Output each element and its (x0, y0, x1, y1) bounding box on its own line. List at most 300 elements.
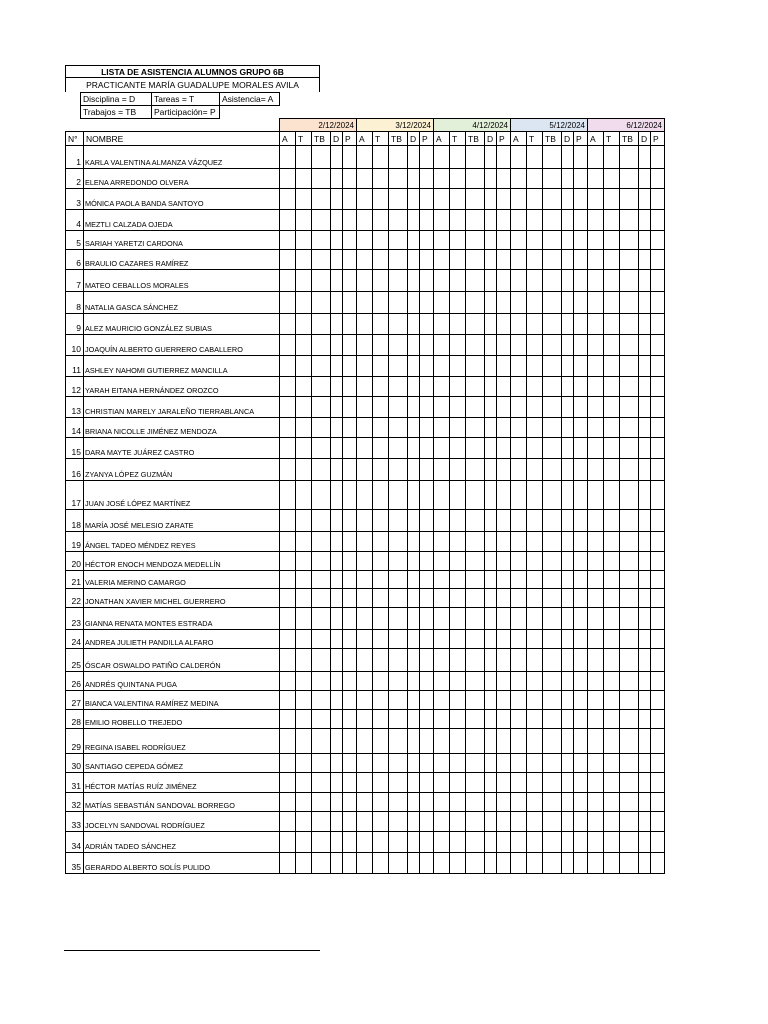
attendance-cell[interactable] (588, 418, 604, 438)
attendance-cell[interactable] (485, 608, 497, 630)
attendance-cell[interactable] (639, 630, 651, 649)
attendance-cell[interactable] (604, 812, 620, 832)
attendance-cell[interactable] (343, 608, 357, 630)
attendance-cell[interactable] (511, 292, 527, 314)
attendance-cell[interactable] (604, 231, 620, 250)
attendance-cell[interactable] (296, 169, 312, 189)
attendance-cell[interactable] (604, 710, 620, 729)
attendance-cell[interactable] (343, 459, 357, 481)
attendance-cell[interactable] (296, 481, 312, 510)
attendance-cell[interactable] (588, 356, 604, 377)
attendance-cell[interactable] (511, 438, 527, 459)
attendance-cell[interactable] (450, 532, 466, 552)
attendance-cell[interactable] (312, 691, 331, 710)
attendance-cell[interactable] (543, 812, 562, 832)
attendance-cell[interactable] (527, 649, 543, 672)
attendance-cell[interactable] (434, 691, 450, 710)
attendance-cell[interactable] (280, 552, 296, 571)
attendance-cell[interactable] (604, 793, 620, 812)
attendance-cell[interactable] (331, 812, 343, 832)
attendance-cell[interactable] (527, 481, 543, 510)
attendance-cell[interactable] (651, 589, 665, 608)
attendance-cell[interactable] (651, 189, 665, 210)
attendance-cell[interactable] (485, 589, 497, 608)
attendance-cell[interactable] (357, 649, 373, 672)
attendance-cell[interactable] (434, 231, 450, 250)
attendance-cell[interactable] (331, 552, 343, 571)
attendance-cell[interactable] (588, 210, 604, 231)
attendance-cell[interactable] (620, 459, 639, 481)
attendance-cell[interactable] (420, 773, 434, 793)
attendance-cell[interactable] (408, 481, 420, 510)
attendance-cell[interactable] (604, 356, 620, 377)
attendance-cell[interactable] (604, 189, 620, 210)
attendance-cell[interactable] (389, 356, 408, 377)
attendance-cell[interactable] (497, 754, 511, 773)
attendance-cell[interactable] (331, 146, 343, 169)
attendance-cell[interactable] (485, 210, 497, 231)
attendance-cell[interactable] (280, 231, 296, 250)
attendance-cell[interactable] (408, 832, 420, 853)
attendance-cell[interactable] (485, 691, 497, 710)
attendance-cell[interactable] (296, 510, 312, 532)
attendance-cell[interactable] (511, 691, 527, 710)
attendance-cell[interactable] (373, 649, 389, 672)
attendance-cell[interactable] (389, 189, 408, 210)
attendance-cell[interactable] (450, 832, 466, 853)
attendance-cell[interactable] (588, 832, 604, 853)
attendance-cell[interactable] (497, 397, 511, 418)
attendance-cell[interactable] (450, 481, 466, 510)
attendance-cell[interactable] (343, 335, 357, 356)
attendance-cell[interactable] (357, 589, 373, 608)
attendance-cell[interactable] (450, 146, 466, 169)
attendance-cell[interactable] (497, 418, 511, 438)
attendance-cell[interactable] (511, 793, 527, 812)
attendance-cell[interactable] (574, 459, 588, 481)
attendance-cell[interactable] (420, 754, 434, 773)
attendance-cell[interactable] (527, 438, 543, 459)
attendance-cell[interactable] (420, 481, 434, 510)
attendance-cell[interactable] (389, 754, 408, 773)
attendance-cell[interactable] (389, 630, 408, 649)
attendance-cell[interactable] (434, 438, 450, 459)
attendance-cell[interactable] (373, 356, 389, 377)
attendance-cell[interactable] (588, 812, 604, 832)
attendance-cell[interactable] (543, 630, 562, 649)
attendance-cell[interactable] (466, 270, 485, 292)
attendance-cell[interactable] (562, 552, 574, 571)
attendance-cell[interactable] (639, 250, 651, 270)
attendance-cell[interactable] (574, 608, 588, 630)
attendance-cell[interactable] (312, 210, 331, 231)
attendance-cell[interactable] (604, 210, 620, 231)
attendance-cell[interactable] (466, 210, 485, 231)
attendance-cell[interactable] (450, 853, 466, 874)
attendance-cell[interactable] (574, 210, 588, 231)
attendance-cell[interactable] (639, 481, 651, 510)
attendance-cell[interactable] (296, 438, 312, 459)
attendance-cell[interactable] (408, 793, 420, 812)
attendance-cell[interactable] (639, 510, 651, 532)
attendance-cell[interactable] (280, 377, 296, 397)
attendance-cell[interactable] (420, 270, 434, 292)
attendance-cell[interactable] (450, 459, 466, 481)
attendance-cell[interactable] (312, 812, 331, 832)
attendance-cell[interactable] (639, 793, 651, 812)
attendance-cell[interactable] (450, 292, 466, 314)
attendance-cell[interactable] (651, 250, 665, 270)
attendance-cell[interactable] (357, 418, 373, 438)
attendance-cell[interactable] (574, 812, 588, 832)
attendance-cell[interactable] (357, 292, 373, 314)
attendance-cell[interactable] (527, 292, 543, 314)
attendance-cell[interactable] (450, 608, 466, 630)
attendance-cell[interactable] (543, 270, 562, 292)
attendance-cell[interactable] (527, 169, 543, 189)
attendance-cell[interactable] (511, 250, 527, 270)
attendance-cell[interactable] (485, 649, 497, 672)
attendance-cell[interactable] (331, 270, 343, 292)
attendance-cell[interactable] (543, 146, 562, 169)
attendance-cell[interactable] (497, 589, 511, 608)
attendance-cell[interactable] (527, 832, 543, 853)
attendance-cell[interactable] (296, 459, 312, 481)
attendance-cell[interactable] (389, 589, 408, 608)
attendance-cell[interactable] (574, 672, 588, 691)
attendance-cell[interactable] (408, 571, 420, 589)
attendance-cell[interactable] (296, 189, 312, 210)
attendance-cell[interactable] (466, 832, 485, 853)
attendance-cell[interactable] (357, 250, 373, 270)
attendance-cell[interactable] (420, 532, 434, 552)
attendance-cell[interactable] (373, 397, 389, 418)
attendance-cell[interactable] (420, 356, 434, 377)
attendance-cell[interactable] (420, 189, 434, 210)
attendance-cell[interactable] (620, 231, 639, 250)
attendance-cell[interactable] (343, 270, 357, 292)
attendance-cell[interactable] (497, 189, 511, 210)
attendance-cell[interactable] (620, 691, 639, 710)
attendance-cell[interactable] (331, 571, 343, 589)
attendance-cell[interactable] (604, 649, 620, 672)
attendance-cell[interactable] (389, 481, 408, 510)
attendance-cell[interactable] (639, 146, 651, 169)
attendance-cell[interactable] (408, 356, 420, 377)
attendance-cell[interactable] (389, 250, 408, 270)
attendance-cell[interactable] (604, 270, 620, 292)
attendance-cell[interactable] (651, 649, 665, 672)
attendance-cell[interactable] (434, 169, 450, 189)
attendance-cell[interactable] (466, 356, 485, 377)
attendance-cell[interactable] (588, 481, 604, 510)
attendance-cell[interactable] (620, 729, 639, 754)
attendance-cell[interactable] (497, 459, 511, 481)
attendance-cell[interactable] (296, 793, 312, 812)
attendance-cell[interactable] (604, 250, 620, 270)
attendance-cell[interactable] (588, 250, 604, 270)
attendance-cell[interactable] (312, 710, 331, 729)
attendance-cell[interactable] (450, 691, 466, 710)
attendance-cell[interactable] (511, 532, 527, 552)
attendance-cell[interactable] (420, 397, 434, 418)
attendance-cell[interactable] (357, 397, 373, 418)
attendance-cell[interactable] (434, 356, 450, 377)
attendance-cell[interactable] (434, 270, 450, 292)
attendance-cell[interactable] (620, 672, 639, 691)
attendance-cell[interactable] (543, 335, 562, 356)
attendance-cell[interactable] (588, 691, 604, 710)
attendance-cell[interactable] (331, 608, 343, 630)
attendance-cell[interactable] (574, 270, 588, 292)
attendance-cell[interactable] (620, 377, 639, 397)
attendance-cell[interactable] (511, 356, 527, 377)
attendance-cell[interactable] (373, 314, 389, 335)
attendance-cell[interactable] (331, 438, 343, 459)
attendance-cell[interactable] (357, 231, 373, 250)
attendance-cell[interactable] (312, 773, 331, 793)
attendance-cell[interactable] (562, 773, 574, 793)
attendance-cell[interactable] (588, 672, 604, 691)
attendance-cell[interactable] (343, 630, 357, 649)
attendance-cell[interactable] (450, 356, 466, 377)
attendance-cell[interactable] (296, 552, 312, 571)
attendance-cell[interactable] (562, 510, 574, 532)
attendance-cell[interactable] (357, 630, 373, 649)
attendance-cell[interactable] (497, 812, 511, 832)
attendance-cell[interactable] (574, 481, 588, 510)
attendance-cell[interactable] (466, 459, 485, 481)
attendance-cell[interactable] (343, 250, 357, 270)
attendance-cell[interactable] (639, 552, 651, 571)
attendance-cell[interactable] (466, 250, 485, 270)
attendance-cell[interactable] (389, 418, 408, 438)
attendance-cell[interactable] (280, 691, 296, 710)
attendance-cell[interactable] (343, 510, 357, 532)
attendance-cell[interactable] (296, 146, 312, 169)
attendance-cell[interactable] (343, 146, 357, 169)
attendance-cell[interactable] (434, 608, 450, 630)
attendance-cell[interactable] (562, 793, 574, 812)
attendance-cell[interactable] (562, 231, 574, 250)
attendance-cell[interactable] (485, 510, 497, 532)
attendance-cell[interactable] (543, 649, 562, 672)
attendance-cell[interactable] (651, 754, 665, 773)
attendance-cell[interactable] (389, 231, 408, 250)
attendance-cell[interactable] (588, 397, 604, 418)
attendance-cell[interactable] (639, 589, 651, 608)
attendance-cell[interactable] (497, 832, 511, 853)
attendance-cell[interactable] (562, 270, 574, 292)
attendance-cell[interactable] (562, 169, 574, 189)
attendance-cell[interactable] (434, 250, 450, 270)
attendance-cell[interactable] (511, 571, 527, 589)
attendance-cell[interactable] (450, 672, 466, 691)
attendance-cell[interactable] (562, 314, 574, 335)
attendance-cell[interactable] (389, 146, 408, 169)
attendance-cell[interactable] (450, 571, 466, 589)
attendance-cell[interactable] (434, 210, 450, 231)
attendance-cell[interactable] (511, 510, 527, 532)
attendance-cell[interactable] (497, 691, 511, 710)
attendance-cell[interactable] (434, 314, 450, 335)
attendance-cell[interactable] (604, 169, 620, 189)
attendance-cell[interactable] (485, 481, 497, 510)
attendance-cell[interactable] (620, 418, 639, 438)
attendance-cell[interactable] (343, 532, 357, 552)
attendance-cell[interactable] (450, 710, 466, 729)
attendance-cell[interactable] (574, 377, 588, 397)
attendance-cell[interactable] (296, 832, 312, 853)
attendance-cell[interactable] (497, 729, 511, 754)
attendance-cell[interactable] (296, 356, 312, 377)
attendance-cell[interactable] (639, 710, 651, 729)
attendance-cell[interactable] (280, 832, 296, 853)
attendance-cell[interactable] (588, 773, 604, 793)
attendance-cell[interactable] (574, 710, 588, 729)
attendance-cell[interactable] (343, 729, 357, 754)
attendance-cell[interactable] (331, 356, 343, 377)
attendance-cell[interactable] (651, 812, 665, 832)
attendance-cell[interactable] (511, 630, 527, 649)
attendance-cell[interactable] (357, 571, 373, 589)
attendance-cell[interactable] (296, 691, 312, 710)
attendance-cell[interactable] (543, 356, 562, 377)
attendance-cell[interactable] (497, 481, 511, 510)
attendance-cell[interactable] (434, 832, 450, 853)
attendance-cell[interactable] (511, 314, 527, 335)
attendance-cell[interactable] (485, 793, 497, 812)
attendance-cell[interactable] (574, 438, 588, 459)
attendance-cell[interactable] (296, 377, 312, 397)
attendance-cell[interactable] (357, 481, 373, 510)
attendance-cell[interactable] (357, 754, 373, 773)
attendance-cell[interactable] (497, 649, 511, 672)
attendance-cell[interactable] (373, 418, 389, 438)
attendance-cell[interactable] (280, 459, 296, 481)
attendance-cell[interactable] (312, 397, 331, 418)
attendance-cell[interactable] (543, 438, 562, 459)
attendance-cell[interactable] (343, 812, 357, 832)
attendance-cell[interactable] (543, 832, 562, 853)
attendance-cell[interactable] (485, 552, 497, 571)
attendance-cell[interactable] (373, 510, 389, 532)
attendance-cell[interactable] (466, 793, 485, 812)
attendance-cell[interactable] (408, 532, 420, 552)
attendance-cell[interactable] (511, 335, 527, 356)
attendance-cell[interactable] (620, 356, 639, 377)
attendance-cell[interactable] (296, 812, 312, 832)
attendance-cell[interactable] (389, 832, 408, 853)
attendance-cell[interactable] (312, 377, 331, 397)
attendance-cell[interactable] (357, 377, 373, 397)
attendance-cell[interactable] (434, 672, 450, 691)
attendance-cell[interactable] (527, 210, 543, 231)
attendance-cell[interactable] (434, 630, 450, 649)
attendance-cell[interactable] (450, 270, 466, 292)
attendance-cell[interactable] (312, 169, 331, 189)
attendance-cell[interactable] (408, 710, 420, 729)
attendance-cell[interactable] (389, 773, 408, 793)
attendance-cell[interactable] (434, 649, 450, 672)
attendance-cell[interactable] (373, 571, 389, 589)
attendance-cell[interactable] (408, 335, 420, 356)
attendance-cell[interactable] (466, 377, 485, 397)
attendance-cell[interactable] (343, 832, 357, 853)
attendance-cell[interactable] (373, 250, 389, 270)
attendance-cell[interactable] (511, 270, 527, 292)
attendance-cell[interactable] (466, 691, 485, 710)
attendance-cell[interactable] (588, 146, 604, 169)
attendance-cell[interactable] (651, 210, 665, 231)
attendance-cell[interactable] (331, 589, 343, 608)
attendance-cell[interactable] (343, 672, 357, 691)
attendance-cell[interactable] (343, 292, 357, 314)
attendance-cell[interactable] (485, 270, 497, 292)
attendance-cell[interactable] (511, 812, 527, 832)
attendance-cell[interactable] (639, 729, 651, 754)
attendance-cell[interactable] (511, 552, 527, 571)
attendance-cell[interactable] (373, 729, 389, 754)
attendance-cell[interactable] (651, 608, 665, 630)
attendance-cell[interactable] (588, 571, 604, 589)
attendance-cell[interactable] (497, 630, 511, 649)
attendance-cell[interactable] (466, 189, 485, 210)
attendance-cell[interactable] (562, 832, 574, 853)
attendance-cell[interactable] (357, 832, 373, 853)
attendance-cell[interactable] (527, 691, 543, 710)
attendance-cell[interactable] (485, 773, 497, 793)
attendance-cell[interactable] (466, 169, 485, 189)
attendance-cell[interactable] (574, 418, 588, 438)
attendance-cell[interactable] (485, 459, 497, 481)
attendance-cell[interactable] (574, 169, 588, 189)
attendance-cell[interactable] (562, 356, 574, 377)
attendance-cell[interactable] (389, 210, 408, 231)
attendance-cell[interactable] (296, 589, 312, 608)
attendance-cell[interactable] (331, 630, 343, 649)
attendance-cell[interactable] (280, 812, 296, 832)
attendance-cell[interactable] (497, 793, 511, 812)
attendance-cell[interactable] (588, 630, 604, 649)
attendance-cell[interactable] (389, 853, 408, 874)
attendance-cell[interactable] (527, 418, 543, 438)
attendance-cell[interactable] (604, 335, 620, 356)
attendance-cell[interactable] (620, 710, 639, 729)
attendance-cell[interactable] (408, 418, 420, 438)
attendance-cell[interactable] (562, 630, 574, 649)
attendance-cell[interactable] (296, 729, 312, 754)
attendance-cell[interactable] (408, 210, 420, 231)
attendance-cell[interactable] (389, 729, 408, 754)
attendance-cell[interactable] (280, 672, 296, 691)
attendance-cell[interactable] (450, 552, 466, 571)
attendance-cell[interactable] (312, 589, 331, 608)
attendance-cell[interactable] (574, 552, 588, 571)
attendance-cell[interactable] (466, 812, 485, 832)
attendance-cell[interactable] (331, 532, 343, 552)
attendance-cell[interactable] (497, 210, 511, 231)
attendance-cell[interactable] (543, 691, 562, 710)
attendance-cell[interactable] (373, 773, 389, 793)
attendance-cell[interactable] (450, 649, 466, 672)
attendance-cell[interactable] (639, 754, 651, 773)
attendance-cell[interactable] (331, 189, 343, 210)
attendance-cell[interactable] (312, 853, 331, 874)
attendance-cell[interactable] (373, 589, 389, 608)
attendance-cell[interactable] (331, 459, 343, 481)
attendance-cell[interactable] (357, 672, 373, 691)
